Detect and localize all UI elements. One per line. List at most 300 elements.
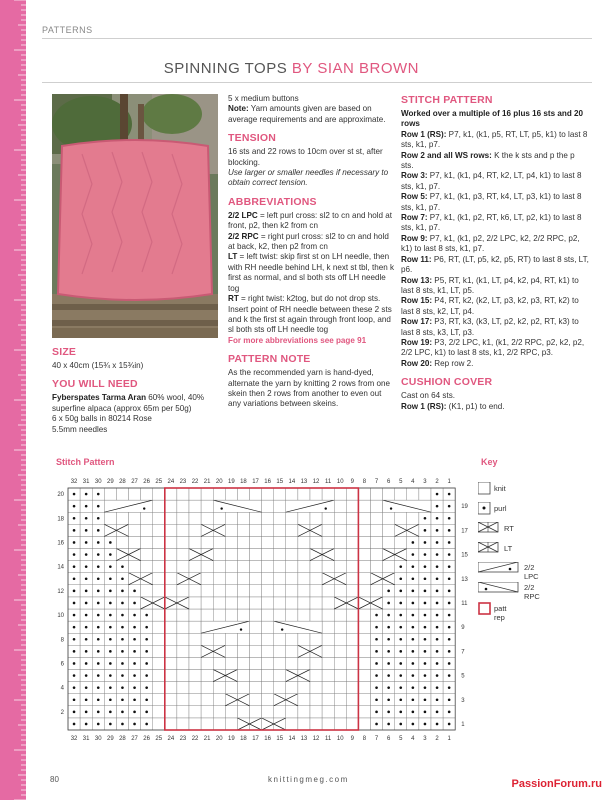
chart-cell	[141, 512, 153, 524]
yarn-line	[52, 393, 220, 414]
chart-col-number: 8	[362, 479, 367, 485]
chart-col-number: 20	[215, 479, 223, 485]
chart-cell	[165, 682, 177, 694]
chart-cell	[165, 573, 177, 585]
abbreviation-term: 2/2 LPC	[228, 210, 258, 220]
chart-cell	[165, 694, 177, 706]
purl-dot	[145, 723, 148, 726]
chart-col-number: 4	[411, 736, 415, 742]
chart-cell	[177, 597, 189, 609]
chart-cell	[250, 524, 262, 536]
chart-cell	[153, 573, 165, 585]
chart-cell	[346, 585, 358, 597]
purl-dot	[424, 602, 427, 605]
chart-cell	[371, 561, 383, 573]
chart-cell	[286, 524, 298, 536]
chart-cell	[153, 706, 165, 718]
chart-cell	[116, 488, 128, 500]
chart-cell	[334, 512, 346, 524]
purl-dot	[85, 614, 88, 617]
chart-cell	[165, 621, 177, 633]
chart-cell	[322, 682, 334, 694]
chart-cell	[250, 573, 262, 585]
purl-dot	[399, 577, 402, 580]
chart-cell	[371, 549, 383, 561]
chart-cell	[129, 512, 141, 524]
purl-dot	[448, 553, 451, 556]
chart-cell	[262, 500, 274, 512]
chart-cell	[334, 633, 346, 645]
purl-dot	[448, 505, 451, 508]
chart-cell	[419, 488, 431, 500]
purl-dot	[85, 711, 88, 714]
chart-cell	[346, 512, 358, 524]
chart-cell	[213, 718, 225, 730]
purl-dot	[97, 553, 100, 556]
page-title	[164, 60, 419, 77]
chart-cell	[201, 670, 213, 682]
chart-cell	[274, 670, 286, 682]
chart-cell	[310, 718, 322, 730]
chart-cell	[189, 512, 201, 524]
chart-cell	[104, 524, 116, 536]
chart-cell	[225, 718, 237, 730]
chart-cell	[153, 536, 165, 548]
purl-dot	[387, 686, 390, 689]
purl-dot	[97, 698, 100, 701]
chart-cell	[141, 585, 153, 597]
purl-dot	[448, 577, 451, 580]
chart-cell	[225, 585, 237, 597]
purl-dot	[375, 614, 378, 617]
chart-cell	[213, 536, 225, 548]
purl-dot	[436, 602, 439, 605]
chart-cell	[274, 512, 286, 524]
purl-dot	[145, 698, 148, 701]
purl-dot	[121, 602, 124, 605]
purl-dot	[424, 529, 427, 532]
purl-dot	[399, 686, 402, 689]
chart-cell	[189, 609, 201, 621]
purl-dot	[375, 711, 378, 714]
chart-cell	[298, 573, 310, 585]
purl-dot	[436, 711, 439, 714]
chart-col-number: 5	[399, 479, 403, 485]
chart-cell	[189, 500, 201, 512]
stitch-row-text: P7, k1, (k1, p2, RT, k6, LT, p2, k1) to last 8 sts, k1, p7.	[401, 213, 582, 233]
key-symbol-lpc	[478, 562, 520, 576]
chart-cell	[334, 549, 346, 561]
chart-cell	[310, 657, 322, 669]
chart-row-number: 14	[57, 564, 64, 571]
purl-dot	[436, 565, 439, 568]
chart-cell	[213, 488, 225, 500]
chart-col-number: 14	[288, 736, 296, 742]
abbreviation-item	[228, 211, 396, 232]
purl-dot	[412, 662, 415, 665]
chart-cell	[262, 718, 274, 730]
chart-col-number: 21	[203, 736, 211, 742]
chart-cell	[177, 682, 189, 694]
chart-cell	[177, 536, 189, 548]
purl-dot	[133, 626, 136, 629]
chart-cell	[298, 670, 310, 682]
chart-row-number: 7	[461, 649, 465, 656]
purl-dot	[424, 553, 427, 556]
chart-cell	[286, 645, 298, 657]
stitch-row-text: P4, RT, k2, (k2, LT, p3, k2, p3, RT, k2) to last 8 sts, k2, LT, p4.	[401, 296, 579, 316]
chart-cell	[274, 549, 286, 561]
chart-cell	[286, 657, 298, 669]
chart-cell	[165, 657, 177, 669]
purl-dot	[97, 674, 100, 677]
chart-cell	[213, 524, 225, 536]
stitch-chart-svg	[52, 470, 472, 760]
purl-dot	[145, 686, 148, 689]
chart-cell	[201, 633, 213, 645]
purl-dot	[399, 698, 402, 701]
chart-cell	[334, 585, 346, 597]
purl-dot	[424, 686, 427, 689]
purl-dot	[73, 711, 76, 714]
chart-row-number: 15	[461, 552, 468, 559]
chart-cell	[189, 597, 201, 609]
chart-cell	[141, 573, 153, 585]
chart-cell	[116, 549, 128, 561]
chart-cell	[153, 500, 165, 512]
chart-cell	[189, 657, 201, 669]
chart-col-number: 16	[264, 736, 271, 742]
chart-cell	[165, 609, 177, 621]
purl-dot	[424, 698, 427, 701]
purl-dot	[448, 541, 451, 544]
purl-dot	[399, 674, 402, 677]
chart-cell	[165, 670, 177, 682]
key-title: Key	[481, 457, 498, 467]
title-divider	[42, 82, 592, 83]
chart-cell	[129, 536, 141, 548]
chart-cell	[286, 609, 298, 621]
chart-cell	[153, 645, 165, 657]
chart-cell	[322, 609, 334, 621]
chart-col-number: 16	[264, 479, 271, 485]
abbreviation-def: = left purl cross: sl2 to cn and hold at front, p2, then k2 from cn	[228, 210, 392, 231]
purl-dot	[73, 553, 76, 556]
side-ruler	[0, 0, 26, 800]
purl-dot	[424, 577, 427, 580]
chart-row-number: 8	[60, 637, 64, 644]
purl-dot	[424, 565, 427, 568]
chart-cell	[274, 585, 286, 597]
purl-dot	[121, 638, 124, 641]
chart-cell	[250, 706, 262, 718]
purl-dot	[133, 650, 136, 653]
purl-dot	[448, 565, 451, 568]
chart-cell	[274, 682, 286, 694]
chart-col-number: 13	[300, 479, 308, 485]
key-label: 2/2 RPC	[524, 583, 540, 601]
chart-cell	[358, 512, 370, 524]
purl-dot	[436, 493, 439, 496]
chart-cell	[177, 657, 189, 669]
purl-dot	[375, 723, 378, 726]
chart-cell	[213, 609, 225, 621]
chart-cell	[225, 524, 237, 536]
stitch-row-label: Row 3:	[401, 171, 428, 181]
purl-dot	[85, 602, 88, 605]
chart-cell	[322, 512, 334, 524]
chart-cell	[177, 670, 189, 682]
chart-cell	[310, 694, 322, 706]
chart-cell	[201, 694, 213, 706]
purl-dot	[133, 723, 136, 726]
chart-cell	[213, 694, 225, 706]
stitch-row-text: P5, RT, k1, (k1, LT, p4, k2, p4, RT, k1) to last 8 sts, k1, LT, p5.	[401, 275, 579, 295]
purl-dot	[448, 602, 451, 605]
chart-cell	[237, 718, 249, 730]
chart-col-number: 26	[143, 736, 150, 742]
chart-col-number: 15	[276, 479, 284, 485]
purl-dot	[424, 723, 427, 726]
purl-dot	[133, 698, 136, 701]
purl-dot	[121, 614, 124, 617]
purl-dot	[109, 590, 112, 593]
key-label: 2/2 LPC	[524, 563, 539, 581]
purl-dot	[387, 711, 390, 714]
chart-cell	[298, 645, 310, 657]
chart-cell	[358, 597, 370, 609]
chart-cell	[262, 585, 274, 597]
chart-cell	[165, 524, 177, 536]
purl-dot	[121, 577, 124, 580]
key-symbol-lt	[478, 542, 520, 556]
chart-cell	[383, 549, 395, 561]
chart-cell	[189, 706, 201, 718]
chart-cell	[322, 573, 334, 585]
chart-cell	[334, 645, 346, 657]
purl-dot	[85, 541, 88, 544]
chart-cell	[334, 561, 346, 573]
chart-col-number: 15	[276, 736, 284, 742]
chart-cell	[274, 657, 286, 669]
chart-col-number: 28	[119, 479, 126, 485]
chart-cell	[358, 670, 370, 682]
chart-cell	[189, 524, 201, 536]
chart-cell	[153, 694, 165, 706]
chart-cell	[358, 706, 370, 718]
purl-dot	[375, 698, 378, 701]
yarn-note	[228, 104, 396, 125]
chart-cell	[346, 524, 358, 536]
purl-dot	[387, 590, 390, 593]
ruler-ticks	[0, 0, 26, 800]
chart-cell	[322, 524, 334, 536]
chart-cell	[358, 718, 370, 730]
chart-cell	[358, 488, 370, 500]
chart-cell	[201, 549, 213, 561]
chart-col-number: 4	[411, 479, 415, 485]
chart-cell	[177, 573, 189, 585]
abbreviation-item	[228, 232, 396, 253]
purl-dot	[412, 614, 415, 617]
chart-cell	[298, 597, 310, 609]
chart-cell	[153, 561, 165, 573]
chart-cell	[213, 682, 225, 694]
chart-cell	[310, 536, 322, 548]
chart-row-number: 2	[60, 709, 64, 716]
chart-cell	[250, 488, 262, 500]
purl-dot	[97, 711, 100, 714]
chart-cell	[237, 549, 249, 561]
purl-dot	[97, 723, 100, 726]
purl-dot	[145, 614, 148, 617]
purl-dot	[85, 662, 88, 665]
chart-cell	[213, 549, 225, 561]
chart-cell	[237, 609, 249, 621]
chart-row-number: 1	[461, 721, 465, 728]
purl-dot	[73, 662, 76, 665]
chart-cell	[371, 500, 383, 512]
cushion-photo	[52, 94, 218, 338]
cushion-illustration	[52, 94, 218, 338]
chart-cell	[250, 718, 262, 730]
stitch-row	[401, 276, 589, 297]
chart-cell	[189, 488, 201, 500]
purl-dot	[436, 674, 439, 677]
purl-dot	[73, 541, 76, 544]
purl-dot	[436, 698, 439, 701]
chart-cell	[213, 657, 225, 669]
purl-dot	[85, 553, 88, 556]
more-abbreviations-link[interactable]: For more abbreviations see page 91	[228, 335, 367, 345]
purl-dot	[387, 650, 390, 653]
purl-dot	[448, 686, 451, 689]
stitch-row-label: Row 15:	[401, 296, 433, 306]
chart-col-number: 22	[191, 479, 199, 485]
chart-cell	[165, 488, 177, 500]
chart-cell	[153, 670, 165, 682]
chart-cell	[383, 561, 395, 573]
purl-dot	[448, 493, 451, 496]
abbreviation-def: = right purl cross: sl2 to cn and hold at back, k2, then p2 from cn	[228, 231, 389, 252]
purl-dot	[412, 711, 415, 714]
chart-col-number: 27	[131, 736, 138, 742]
chart-cell	[141, 597, 153, 609]
chart-cell	[189, 718, 201, 730]
chart-cell	[322, 561, 334, 573]
chart-cell	[213, 670, 225, 682]
chart-cell	[129, 561, 141, 573]
stitch-row-label: Row 20:	[401, 358, 433, 368]
chart-cell	[250, 657, 262, 669]
chart-cell	[322, 706, 334, 718]
stitch-row	[401, 359, 589, 369]
chart-cell	[346, 573, 358, 585]
stitch-row	[401, 130, 589, 151]
chart-cell	[358, 609, 370, 621]
purl-dot	[387, 626, 390, 629]
chart-cell	[298, 561, 310, 573]
purl-dot	[145, 662, 148, 665]
chart-cell	[165, 585, 177, 597]
chart-cell	[286, 573, 298, 585]
chart-cell	[177, 718, 189, 730]
chart-col-number: 32	[70, 479, 78, 485]
column-middle	[228, 94, 396, 410]
purl-dot	[133, 686, 136, 689]
purl-dot	[85, 650, 88, 653]
purl-dot	[97, 662, 100, 665]
watermark: PassionForum.ru	[511, 778, 602, 790]
chart-cell	[165, 633, 177, 645]
chart-cell	[383, 573, 395, 585]
chart-cell	[310, 633, 322, 645]
chart-cell	[177, 633, 189, 645]
chart-cell	[407, 488, 419, 500]
purl-dot	[145, 626, 148, 629]
chart-cell	[358, 682, 370, 694]
chart-cell	[225, 561, 237, 573]
chart-row-number: 3	[461, 697, 465, 704]
chart-cell	[371, 573, 383, 585]
chart-cell	[322, 536, 334, 548]
chart-cell	[286, 488, 298, 500]
purl-dot	[97, 614, 100, 617]
chart-cell	[286, 706, 298, 718]
chart-cell	[407, 512, 419, 524]
chart-cell	[371, 597, 383, 609]
chart-cell	[346, 670, 358, 682]
purl-dot	[375, 674, 378, 677]
chart-cell	[153, 512, 165, 524]
stitch-row-label: Row 5:	[401, 192, 428, 202]
purl-dot	[436, 553, 439, 556]
purl-dot	[109, 662, 112, 665]
chart-cell	[346, 682, 358, 694]
chart-cell	[250, 609, 262, 621]
chart-cell	[322, 633, 334, 645]
chart-col-number: 17	[252, 479, 259, 485]
chart-cell	[262, 549, 274, 561]
purl-dot	[436, 590, 439, 593]
chart-cell	[334, 500, 346, 512]
chart-cell	[286, 633, 298, 645]
chart-cell	[286, 718, 298, 730]
chart-cell	[358, 657, 370, 669]
chart-cell	[334, 621, 346, 633]
chart-cell	[189, 585, 201, 597]
chart-cell	[358, 561, 370, 573]
chart-cell	[298, 633, 310, 645]
purl-dot	[97, 686, 100, 689]
purl-dot	[109, 686, 112, 689]
chart-cell	[213, 706, 225, 718]
chart-cell	[189, 536, 201, 548]
chart-cell	[395, 524, 407, 536]
purl-dot	[448, 517, 451, 520]
chart-cell	[274, 524, 286, 536]
purl-dot	[412, 602, 415, 605]
chart-cell	[225, 536, 237, 548]
chart-col-number: 11	[325, 479, 332, 485]
chart-cell	[322, 694, 334, 706]
stitch-row-text: P7, k1, (k1, p5, RT, LT, p5, k1) to last 8 sts, k1, p7.	[401, 129, 588, 150]
stitch-row-text: P7, k1, (k1, p3, RT, k4, LT, p3, k1) to last 8 sts, k1, p7.	[401, 192, 582, 212]
chart-cell	[310, 524, 322, 536]
chart-cell	[334, 694, 346, 706]
chart-cell	[153, 621, 165, 633]
chart-cell	[310, 682, 322, 694]
